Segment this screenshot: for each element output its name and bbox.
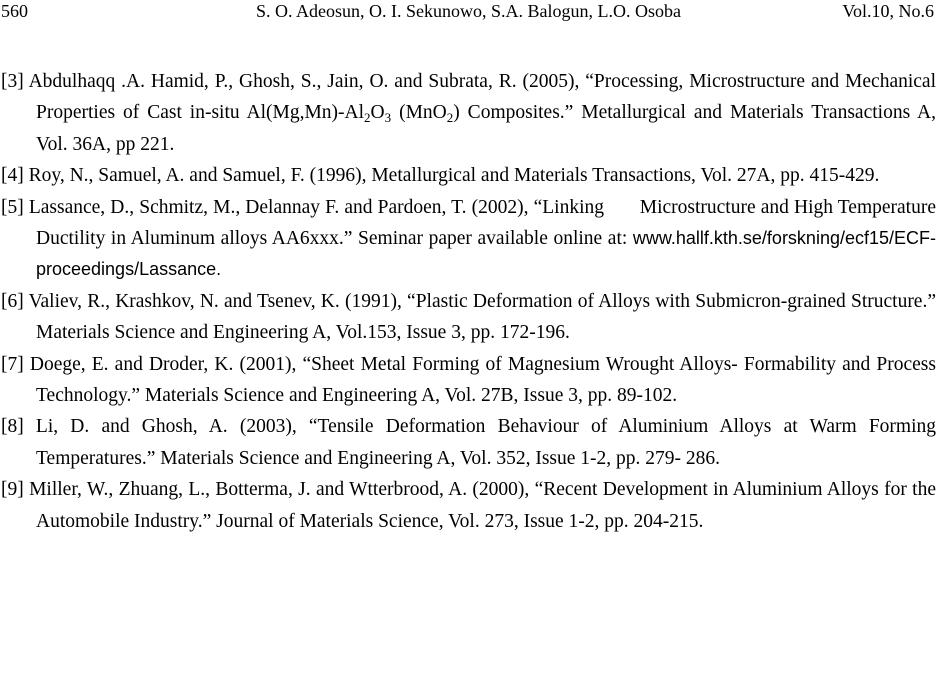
- reference-text: [5] Lassance, D., Schmitz, M., Delannay F. and Pardoen, T. (2002), “Linking Microstructure and High Temperature Ductility in Aluminum alloys AA6xxx.” Seminar paper available online at:: [1, 196, 936, 250]
- reference-text: O: [370, 102, 385, 124]
- reference-item-4: [4] Roy, N., Samuel, A. and Samuel, F. (1996), Metallurgical and Materials Transactions, Vol. 27A, pp. 415-429.: [1, 165, 880, 187]
- running-header: [0, 0, 937, 24]
- reference-text: (MnO: [391, 102, 447, 124]
- reference-item-6: [6] Valiev, R., Krashkov, N. and Tsenev, K. (1991), “Plastic Deformation of Alloys with Submicron-grained Structure.” Materials Science and Engineering A, Vol.153, Issue 3, pp. 172-196.: [1, 290, 936, 344]
- reference-item-5: [1, 192, 936, 286]
- reference-text: [3] Abdulhaqq .A. Hamid, P., Ghosh, S., Jain, O. and Subrata, R. (2005), “Processing, Microstructure and Mechanical Properties of Cast in-situ Al(Mg,Mn)-Al: [1, 71, 936, 124]
- reference-item-8: [8] Li, D. and Ghosh, A. (2003), “Tensile Deformation Behaviour of Aluminium Alloys at Warm Forming Temperatures.” Materials Science and Engineering A, Vol. 352, Issue 1-2, pp. 279- 286.: [1, 416, 936, 469]
- header-volume: Vol.10, No.6: [842, 1, 934, 21]
- reference-item-7: [7] Doege, E. and Droder, K. (2001), “Sheet Metal Forming of Magnesium Wrought Alloys- Formability and Process Technology.” Materials Science and Engineering A, Vol. 27B, Issue 3, pp. 89-102.: [1, 353, 936, 407]
- reference-item-9: [9] Miller, W., Zhuang, L., Botterma, J. and Wtterbrood, A. (2000), “Recent Development in Aluminium Alloys for the Automobile Industry.” Journal of Materials Science, Vol. 273, Issue 1-2, pp. 204-215.: [1, 479, 936, 532]
- reference-text: ) Composites.” Metallurgical and Materials Transactions A, Vol. 36A, pp 221.: [36, 102, 936, 155]
- page-number: 560: [1, 1, 28, 21]
- reference-list: [1, 66, 936, 537]
- header-authors: S. O. Adeosun, O. I. Sekunowo, S.A. Balogun, L.O. Osoba: [256, 1, 681, 21]
- reference-item-3: [1, 66, 936, 160]
- subscript: 2: [364, 110, 371, 126]
- reference-url: www.hallf.kth.se/forskning/ecf15/ECF-proceedings/Lassance.: [36, 228, 936, 280]
- subscript: 2: [446, 110, 454, 126]
- subscript: 3: [384, 110, 392, 126]
